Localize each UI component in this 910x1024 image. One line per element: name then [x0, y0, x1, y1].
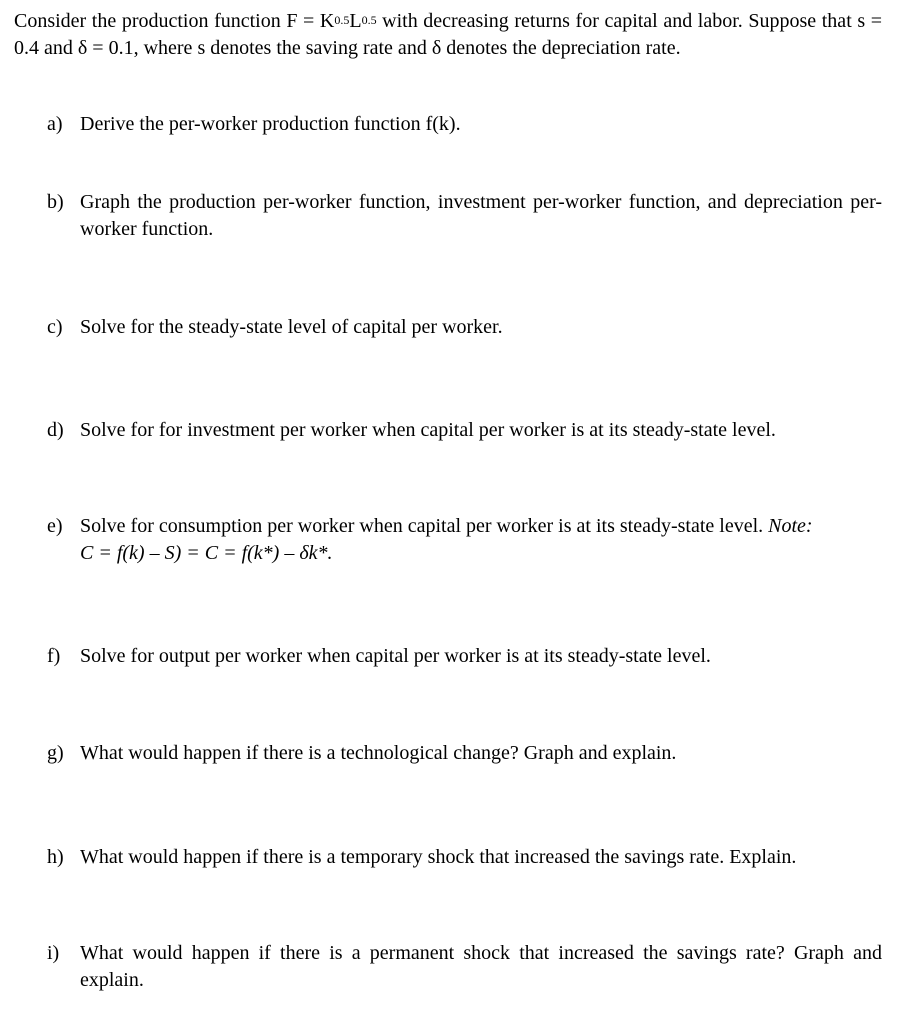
question-g: [47, 740, 882, 767]
question-e-text: Solve for consumption per worker when capital per worker is at its steady-state level.: [80, 515, 769, 537]
question-text: What would happen if there is a permanent shock that increased the savings rate? Graph and explain.: [80, 942, 882, 991]
note-label: Note:: [768, 515, 813, 537]
question-text: Solve for for investment per worker when capital per worker is at its steady-state level.: [80, 419, 776, 441]
question-letter: i): [47, 942, 60, 964]
question-text: Derive the per-worker production function f(k).: [80, 113, 461, 135]
question-text: What would happen if there is a technological change? Graph and explain.: [80, 742, 677, 764]
labor-exponent: 0.5: [361, 13, 377, 27]
intro-text-3: with decreasing returns for capital and labor. Suppose that s = 0.4 and δ = 0.1, where s denotes the saving rate and δ denotes the depreciation rate.: [14, 10, 882, 59]
question-letter: f): [47, 645, 61, 667]
intro-text-2: L: [349, 10, 362, 32]
question-text: Solve for output per worker when capital per worker is at its steady-state level.: [80, 645, 711, 667]
question-letter: e): [47, 515, 63, 537]
intro-text-1: Consider the production function F = K: [14, 10, 335, 32]
question-d: [47, 417, 882, 444]
question-text: What would happen if there is a temporary shock that increased the savings rate. Explain.: [80, 846, 797, 868]
question-letter: d): [47, 419, 64, 441]
question-i: [47, 940, 882, 994]
question-text: [80, 513, 882, 567]
question-letter: a): [47, 113, 63, 135]
question-letter: c): [47, 316, 63, 338]
question-b: [47, 189, 882, 243]
note-formula: C = f(k) – S) = C = f(k*) – δk*.: [80, 542, 333, 564]
question-e: [47, 513, 882, 567]
question-letter: b): [47, 191, 64, 213]
question-h: [47, 844, 882, 871]
capital-exponent: 0.5: [334, 13, 350, 27]
question-c: [47, 314, 882, 341]
question-letter: g): [47, 742, 64, 764]
question-text: Solve for the steady-state level of capital per worker.: [80, 316, 503, 338]
question-text: Graph the production per-worker function, investment per-worker function, and depreciation per-worker function.: [80, 191, 882, 240]
question-letter: h): [47, 846, 64, 868]
problem-intro: [14, 8, 882, 62]
question-a: [47, 111, 882, 138]
question-f: [47, 643, 882, 670]
